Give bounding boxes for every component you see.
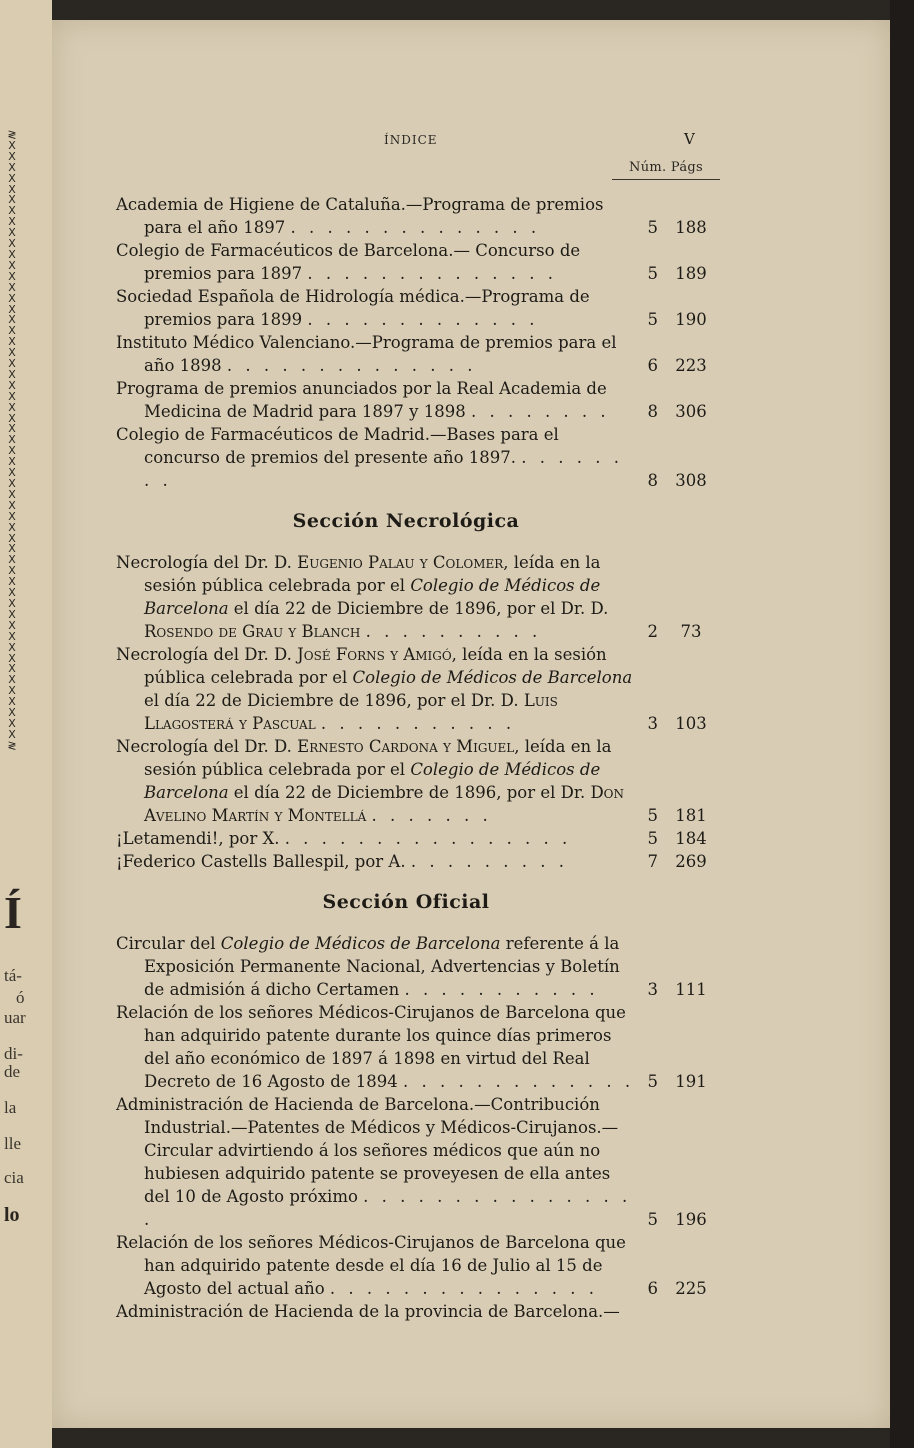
entry-page: 308 <box>675 471 707 490</box>
section-heading: Sección Oficial <box>322 891 490 913</box>
index-entry: Necrología del Dr. D. Ernesto Cardona y Miguel, leída en la sesión pública celebrada por el Colegio de Médicos de Barcelona el día 22 de Diciembre de 1896, por el Dr. Don Avelino Martín y Montellá . . . . . . . 5 181 <box>116 735 716 827</box>
index-entry: Relación de los señores Médicos-Cirujanos de Barcelona que han adquirido patente desde el día 16 de Julio al 15 de Agosto del actual año . . . . . . . . . . . . . . . 6 225 <box>116 1231 716 1300</box>
column-header: Núm. Págs <box>612 160 720 180</box>
entry-page: 188 <box>675 218 707 237</box>
fragment: uar <box>4 1008 26 1027</box>
entry-page: 73 <box>680 622 702 641</box>
entry-page: 225 <box>675 1279 707 1298</box>
fragment: lo <box>4 1204 20 1226</box>
fragment: tá- <box>4 966 22 985</box>
entry-page: 196 <box>675 1210 707 1229</box>
fragment: di- <box>4 1044 23 1063</box>
entry-number: 5 <box>647 310 658 329</box>
adjacent-page-strip <box>0 0 52 1448</box>
index-entry: Administración de Hacienda de la provincia de Barcelona.— <box>116 1302 620 1321</box>
entry-number: 8 <box>647 471 658 490</box>
index-entry: Colegio de Farmacéuticos de Madrid.—Bases para el concurso de premios del presente año 1897. . . . . . . . . 8 308 <box>116 423 716 492</box>
page-number: V <box>684 130 695 148</box>
fragment: Í <box>4 887 22 938</box>
index-list <box>116 193 716 1323</box>
entry-number: 3 <box>647 980 658 999</box>
index-entry: Academia de Higiene de Cataluña.—Programa de premios para el año 1897 . . . . . . . . . . . . . . 5 188 <box>116 193 716 239</box>
entry-page: 269 <box>675 852 707 871</box>
entry-number: 5 <box>647 264 658 283</box>
entry-page: 111 <box>675 980 707 999</box>
index-entry: Necrología del Dr. D. Eugenio Palau y Colomer, leída en la sesión pública celebrada por el Colegio de Médicos de Barcelona el día 22 de Diciembre de 1896, por el Dr. D. Rosendo de Grau y Blanch . . . . . . . . . . 2 73 <box>116 551 716 643</box>
index-entry: Programa de premios anunciados por la Real Academia de Medicina de Madrid para 1897 y 1898 . . . . . . . . 8 306 <box>116 377 716 423</box>
entry-page: 191 <box>675 1072 707 1091</box>
index-entry: Colegio de Farmacéuticos de Barcelona.— Concurso de premios para 1897 . . . . . . . . . . . . . . 5 189 <box>116 239 716 285</box>
entry-number: 7 <box>647 852 658 871</box>
entry-page: 103 <box>675 714 707 733</box>
index-entry: Instituto Médico Valenciano.—Programa de premios para el año 1898 . . . . . . . . . . . . . . 6 223 <box>116 331 716 377</box>
index-entry: ¡Federico Castells Ballespil, por A. . . . . . . . . . 7 269 <box>116 850 716 873</box>
fragment: cia <box>4 1168 24 1187</box>
entry-page: 184 <box>675 829 707 848</box>
decorative-border: ≷ X X X X X X X X X X X X X X X X X X X X X X X X X X X X X X X X X X X X X X X X X X X X X X X X X X X X X X X ≷ <box>7 128 17 752</box>
section-heading: Sección Necrológica <box>292 510 520 532</box>
entry-number: 5 <box>647 829 658 848</box>
entry-number: 5 <box>647 218 658 237</box>
entry-number: 8 <box>647 402 658 421</box>
index-entry: Necrología del Dr. D. José Forns y Amigó, leída en la sesión pública celebrada por el Colegio de Médicos de Barcelona el día 22 de Diciembre de 1896, por el Dr. D. Luis Llagosterá y Pascual . . . . . . . . . . . 3 103 <box>116 643 716 735</box>
entry-number: 6 <box>647 356 658 375</box>
entry-number: 5 <box>647 1072 658 1091</box>
entry-page: 190 <box>675 310 707 329</box>
fragment: de <box>4 1062 21 1081</box>
entry-page: 306 <box>675 402 707 421</box>
entry-number: 5 <box>647 806 658 825</box>
fragment: ó <box>16 988 25 1007</box>
page-edge <box>890 0 914 1448</box>
entry-number: 5 <box>647 1210 658 1229</box>
index-entry: Relación de los señores Médicos-Cirujanos de Barcelona que han adquirido patente durante los quince días primeros del año económico de 1897 á 1898 en virtud del Real Decreto de 16 Agosto de 1894 . . . . . . . . . . . . . 5 191 <box>116 1001 716 1093</box>
entry-number: 6 <box>647 1279 658 1298</box>
fragment: lle <box>4 1134 21 1153</box>
page-title: ÍNDICE <box>384 133 438 147</box>
entry-number: 3 <box>647 714 658 733</box>
entry-page: 189 <box>675 264 707 283</box>
index-entry: Sociedad Española de Hidrología médica.—Programa de premios para 1899 . . . . . . . . . . . . . 5 190 <box>116 285 716 331</box>
fragment: la <box>4 1098 17 1117</box>
entry-number: 2 <box>647 622 658 641</box>
entry-page: 223 <box>675 356 707 375</box>
index-entry: Administración de Hacienda de Barcelona.—Contribución Industrial.—Patentes de Médicos y Médicos-Cirujanos.—Circular advirtiendo á los señores médicos que aún no hubiesen adquirido patente se proveyesen de ella antes del 10 de Agosto próximo . . . . . . . . . . . . . . . . 5 196 <box>116 1093 716 1231</box>
entry-page: 181 <box>675 806 707 825</box>
index-entry: ¡Letamendi!, por X. . . . . . . . . . . . . . . . . 5 184 <box>116 827 716 850</box>
index-entry: Circular del Colegio de Médicos de Barcelona referente á la Exposición Permanente Nacional, Advertencias y Boletín de admisión á dicho Certamen . . . . . . . . . . . 3 111 <box>116 932 716 1001</box>
